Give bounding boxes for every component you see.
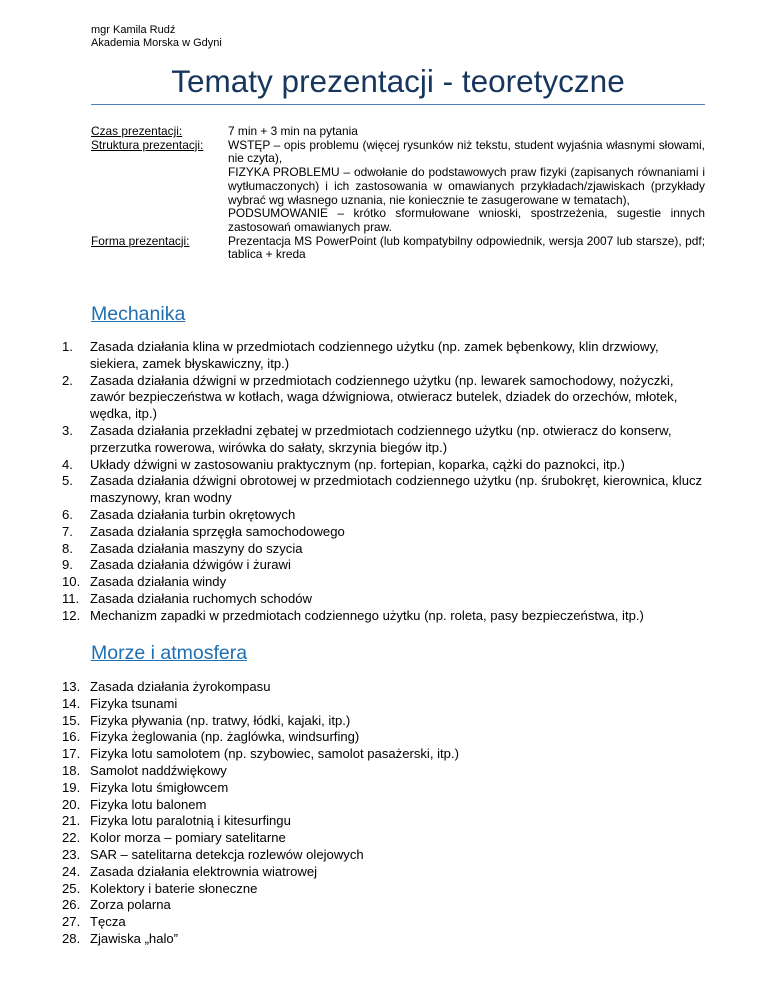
item-number: 4. — [62, 456, 73, 472]
header-block — [91, 24, 222, 50]
list-item — [62, 679, 707, 696]
item-number: 9. — [62, 557, 73, 573]
item-text: Zasada działania maszyny do szycia — [90, 540, 303, 556]
item-text: Zasada działania turbin okrętowych — [90, 506, 296, 522]
list-item — [62, 608, 707, 625]
info-line: 7 min + 3 min na pytania — [228, 124, 358, 138]
info-value — [228, 235, 705, 262]
item-number: 18. — [62, 762, 81, 778]
list-item — [62, 813, 707, 830]
item-number: 13. — [62, 679, 81, 694]
item-text: Układy dźwigni w zastosowaniu praktycznym (np. fortepian, koparka, cążki do paznokci, itp.) — [90, 456, 625, 472]
info-label: Czas prezentacji: — [91, 124, 183, 138]
info-label: Struktura prezentacji: — [91, 137, 204, 152]
item-text: SAR – satelitarna detekcja rozlewów olejowych — [90, 846, 364, 862]
item-number: 17. — [62, 746, 81, 762]
item-text: Kolor morza – pomiary satelitarne — [90, 830, 286, 846]
item-number: 2. — [62, 372, 73, 388]
item-number: 23. — [62, 846, 81, 862]
list-item — [62, 507, 707, 524]
list-item — [62, 847, 707, 864]
list-item — [62, 864, 707, 881]
info-label: Forma prezentacji: — [91, 233, 190, 248]
title-divider — [91, 104, 705, 105]
section-heading-morze: Morze i atmosfera — [91, 642, 248, 664]
item-text: Zasada działania dźwigni w przedmiotach codziennego użytku (np. lewarek samochodowy, nożyczki, zawór bezpieczeństwa w kotłach, waga dźwigniowa, otwieracz butelek, dziadek do orzechów, młotek, wędka, itp.) — [90, 372, 678, 422]
item-number: 19. — [62, 779, 81, 795]
list-item — [62, 457, 707, 474]
list-item — [62, 574, 707, 591]
presentation-info — [91, 125, 705, 262]
list-item — [62, 696, 707, 713]
item-number: 1. — [62, 339, 73, 354]
item-number: 25. — [62, 880, 81, 896]
list-item — [62, 897, 707, 914]
item-number: 8. — [62, 540, 73, 556]
list-item — [62, 541, 707, 558]
item-text: Fizyka żeglowania (np. żaglówka, windsurfing) — [90, 729, 360, 745]
list-item — [62, 746, 707, 763]
item-text: Mechanizm zapadki w przedmiotach codziennego użytku (np. roleta, pasy bezpieczeństwa, itp.) — [90, 607, 644, 623]
item-number: 5. — [62, 473, 73, 489]
institution-name: Akademia Morska w Gdyni — [91, 37, 222, 49]
info-value — [228, 139, 705, 235]
info-row-time — [91, 125, 705, 139]
item-number: 16. — [62, 729, 81, 745]
item-text: Fizyka pływania (np. tratwy, łódki, kajaki, itp.) — [90, 712, 351, 728]
item-text: Fizyka lotu samolotem (np. szybowiec, samolot pasażerski, itp.) — [90, 746, 459, 762]
item-text: Zasada działania windy — [90, 574, 227, 590]
list-item — [62, 881, 707, 898]
item-text: Zjawiska „halo” — [90, 930, 179, 946]
item-number: 11. — [62, 590, 80, 606]
list-item — [62, 931, 707, 948]
item-text: Tęcza — [90, 914, 126, 930]
item-text: Zasada działania przekładni zębatej w przedmiotach codziennego użytku (np. otwieracz do konserw, przerzutka rowerowa, wirówka do sałaty, skrzynia biegów itp.) — [90, 422, 672, 455]
item-text: Fizyka lotu balonem — [90, 796, 207, 812]
item-number: 14. — [62, 695, 81, 711]
item-number: 3. — [62, 422, 73, 438]
item-text: Zasada działania dźwigów i żurawi — [90, 557, 291, 573]
info-value — [228, 125, 705, 139]
author-name: mgr Kamila Rudź — [91, 24, 176, 36]
item-text: Zasada działania ruchomych schodów — [90, 590, 312, 606]
list-item — [62, 780, 707, 797]
item-text: Zasada działania elektrownia wiatrowej — [90, 863, 318, 879]
item-number: 27. — [62, 914, 81, 930]
list-item — [62, 557, 707, 574]
item-text: Zasada działania dźwigni obrotowej w przedmiotach codziennego użytku (np. śrubokręt, kierownica, klucz maszynowy, kran wodny — [90, 473, 703, 506]
item-number: 6. — [62, 506, 73, 522]
list-item — [62, 339, 707, 373]
item-text: Fizyka lotu śmigłowcem — [90, 779, 229, 795]
item-number: 26. — [62, 897, 81, 913]
page-title: Tematy prezentacji - teoretyczne — [171, 63, 625, 99]
item-number: 7. — [62, 523, 73, 539]
item-number: 15. — [62, 712, 81, 728]
topic-list-mechanika — [62, 339, 707, 625]
list-item — [62, 830, 707, 847]
info-row-structure — [91, 139, 705, 235]
list-item — [62, 591, 707, 608]
info-line: WSTĘP – opis problemu (więcej rysunków niż tekstu, student wyjaśnia własnymi słowami, nie czyta), — [228, 137, 705, 166]
list-item — [62, 763, 707, 780]
list-item — [62, 423, 707, 457]
item-number: 21. — [62, 813, 81, 829]
info-line: Prezentacja MS PowerPoint (lub kompatybilny odpowiednik, wersja 2007 lub starsze), pdf; tablica + kreda — [228, 233, 705, 262]
item-number: 24. — [62, 863, 81, 879]
item-number: 12. — [62, 607, 81, 623]
section-heading-mechanika: Mechanika — [91, 303, 186, 325]
item-text: Zasada działania klina w przedmiotach codziennego użytku (np. zamek bębenkowy, klin drzwiowy, siekiera, zamek błyskawiczny, itp.) — [90, 339, 659, 371]
list-item — [62, 914, 707, 931]
item-text: Kolektory i baterie słoneczne — [90, 880, 258, 896]
item-text: Zasada działania sprzęgła samochodowego — [90, 523, 345, 539]
item-text: Zasada działania żyrokompasu — [90, 679, 271, 694]
info-line: PODSUMOWANIE – krótko sformułowane wnioski, spostrzeżenia, sugestie innych zastosowań omawianych praw. — [228, 206, 705, 234]
item-number: 20. — [62, 796, 81, 812]
topic-list-morze — [62, 679, 707, 948]
item-number: 28. — [62, 930, 81, 946]
info-row-form — [91, 235, 705, 262]
item-text: Samolot naddźwiękowy — [90, 762, 227, 778]
item-text: Fizyka tsunami — [90, 695, 178, 711]
list-item — [62, 473, 707, 507]
item-text: Zorza polarna — [90, 897, 171, 913]
list-item — [62, 729, 707, 746]
list-item — [62, 524, 707, 541]
info-line: FIZYKA PROBLEMU – odwołanie do podstawowych praw fizyki (zapisanych równaniami i wytłumaczonych) i ich zastosowania w omawianych przykładach/zjawiskach (przykłady wybrać wg własnego uznania, nie koniecznie te zasugerowane w tematach), — [228, 165, 705, 207]
item-text: Fizyka lotu paralotnią i kitesurfingu — [90, 813, 291, 829]
list-item — [62, 797, 707, 814]
item-number: 22. — [62, 830, 81, 846]
list-item — [62, 713, 707, 730]
item-number: 10. — [62, 574, 81, 590]
list-item — [62, 373, 707, 423]
